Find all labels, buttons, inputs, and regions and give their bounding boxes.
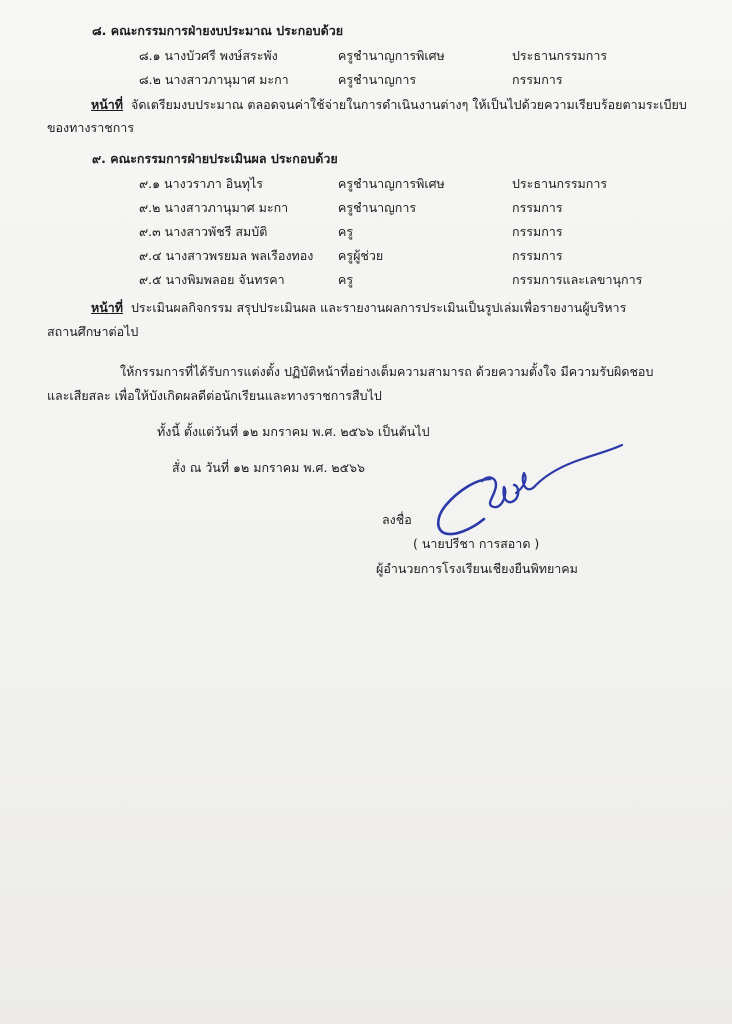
member-role: กรรมการ xyxy=(512,200,563,215)
signature-stroke xyxy=(438,479,490,534)
member-row xyxy=(0,250,732,266)
section-8-duty-cont: ของทางราชการ xyxy=(47,120,135,135)
member-row xyxy=(0,274,732,290)
signer-name: ( นายปรีชา การสอาด ) xyxy=(413,536,540,551)
member-position: ครูชำนาญการ xyxy=(338,72,417,87)
member-position: ครู xyxy=(338,272,354,287)
order-date: สั่ง ณ วันที่ ๑๒ มกราคม พ.ศ. ๒๕๖๖ xyxy=(172,460,365,475)
member-position: ครูชำนาญการพิเศษ xyxy=(338,48,445,63)
member-row xyxy=(0,202,732,218)
member-name: ๙.๕ นางพิมพลอย จันทรคา xyxy=(139,272,285,287)
signature-stroke xyxy=(482,478,518,508)
section-9-duty xyxy=(91,302,626,315)
member-position: ครูชำนาญการ xyxy=(338,200,417,215)
duty-label: หน้าที่ xyxy=(91,300,124,315)
duty-text: ประเมินผลกิจกรรม สรุปประเมินผล และรายงานผลการประเมินเป็นรูปเล่มเพื่อรายงานผู้บริหาร xyxy=(131,300,627,315)
member-role: กรรมการ xyxy=(512,224,563,239)
signer-title: ผู้อำนวยการโรงเรียนเชียงยืนพิทยาคม xyxy=(376,561,578,576)
member-row xyxy=(0,226,732,242)
member-name: ๙.๔ นางสาวพรยมล พลเรืองทอง xyxy=(139,248,314,263)
member-name: ๙.๒ นางสาวภานุมาศ มะกา xyxy=(139,200,289,215)
section-9-heading: ๙. คณะกรรมการฝ่ายประเมินผล ประกอบด้วย xyxy=(92,151,338,166)
duty-label: หน้าที่ xyxy=(91,97,124,112)
member-role: กรรมการ xyxy=(512,72,563,87)
member-position: ครูชำนาญการพิเศษ xyxy=(338,176,445,191)
member-row xyxy=(0,50,732,66)
section-9-duty-cont: สถานศึกษาต่อไป xyxy=(47,324,139,339)
member-role: กรรมการ xyxy=(512,248,563,263)
member-name: ๘.๒ นางสาวภานุมาศ มะกา xyxy=(139,72,289,87)
member-name: ๙.๑ นางวราภา อินทุไร xyxy=(139,176,263,191)
member-role: ประธานกรรมการ xyxy=(512,176,608,191)
section-8-heading: ๘. คณะกรรมการฝ่ายงบประมาณ ประกอบด้วย xyxy=(92,23,344,38)
closing-line-2: และเสียสละ เพื่อให้บังเกิดผลดีต่อนักเรียนและทางราชการสืบไป xyxy=(47,388,382,403)
sign-label: ลงชื่อ xyxy=(382,512,412,527)
effective-date: ทั้งนี้ ตั้งแต่วันที่ ๑๒ มกราคม พ.ศ. ๒๕๖๖ เป็นต้นไป xyxy=(157,424,430,439)
member-row xyxy=(0,178,732,194)
member-role: ประธานกรรมการ xyxy=(512,48,608,63)
member-position: ครู xyxy=(338,224,354,239)
handwritten-signature xyxy=(432,437,632,547)
signature-stroke xyxy=(516,445,622,493)
section-8-duty xyxy=(91,99,687,112)
member-role: กรรมการและเลขานุการ xyxy=(512,272,643,287)
member-name: ๙.๓ นางสาวพัชรี สมบัติ xyxy=(139,224,268,239)
member-position: ครูผู้ช่วย xyxy=(338,248,384,263)
duty-text: จัดเตรียมงบประมาณ ตลอดจนค่าใช้จ่ายในการดำเนินงานต่างๆ ให้เป็นไปด้วยความเรียบร้อยตามระเบียบ xyxy=(131,97,687,112)
member-name: ๘.๑ นางบัวศรี พงษ์สระพัง xyxy=(139,48,278,63)
closing-line-1: ให้กรรมการที่ได้รับการแต่งตั้ง ปฏิบัติหน้าที่อย่างเต็มความสามารถ ด้วยความตั้งใจ มีความรับผิดชอบ xyxy=(120,364,654,379)
member-row xyxy=(0,74,732,90)
